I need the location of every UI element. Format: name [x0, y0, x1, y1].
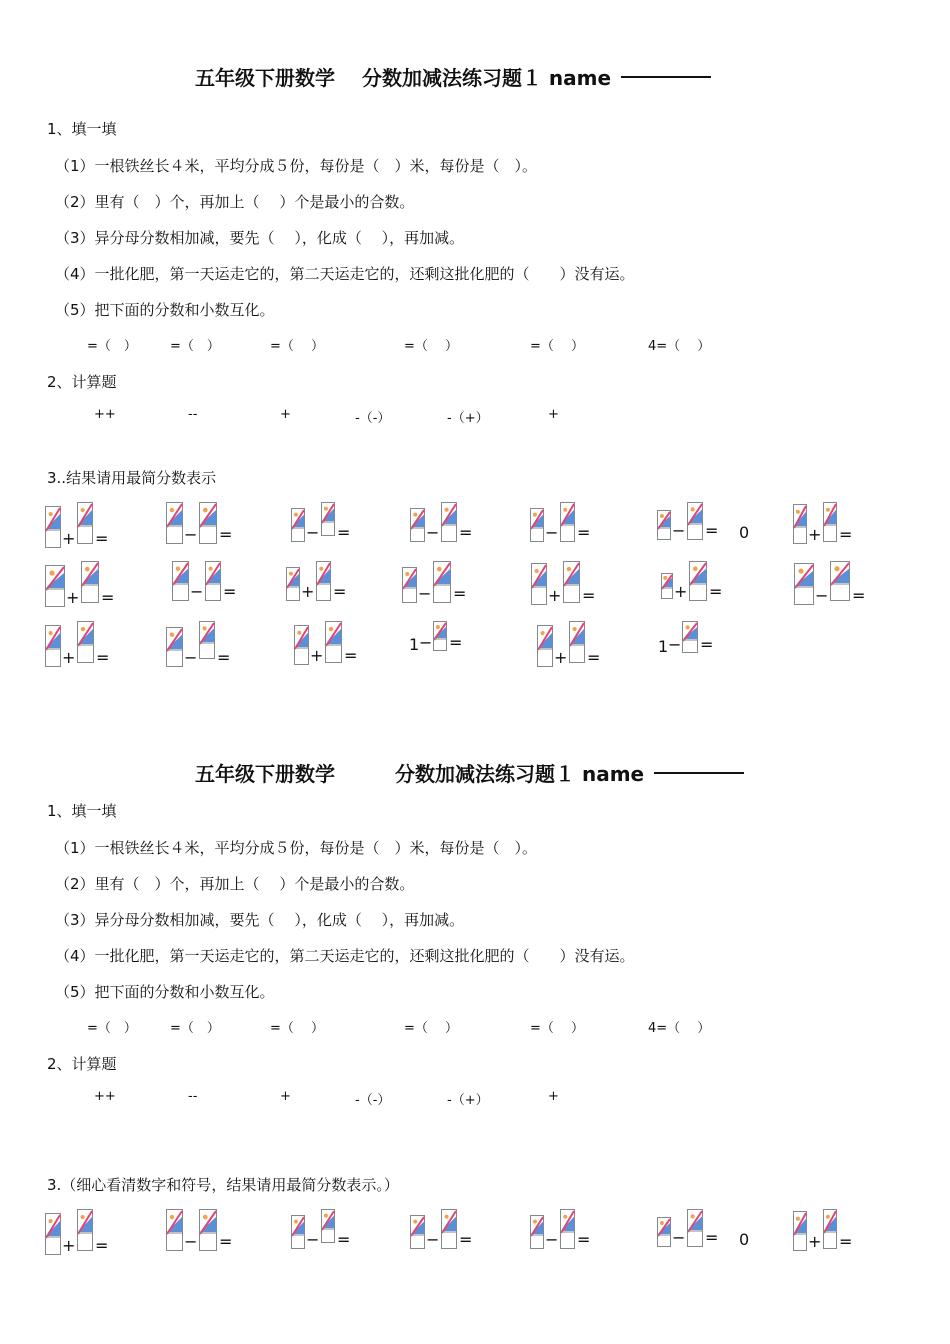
equals-sign: =: [459, 1230, 473, 1249]
minus-sign: −: [672, 521, 686, 540]
calc-op: -（-）: [355, 411, 391, 426]
fraction-image-icon: [294, 625, 309, 665]
conversion-item: =（ ）: [270, 339, 325, 354]
plus-sign: +: [66, 588, 80, 607]
minus-sign: −: [545, 1230, 559, 1249]
conversion-item: =（ ）: [530, 339, 585, 354]
equals-sign: =: [333, 582, 347, 601]
fraction-image-icon: [81, 561, 99, 603]
minus-sign: −: [184, 1232, 198, 1251]
fraction-image-icon: [77, 502, 93, 544]
plus-sign: +: [554, 648, 568, 667]
fraction-image-icon: [687, 1209, 703, 1247]
minus-sign: −: [190, 582, 204, 601]
plus-sign: +: [310, 646, 324, 665]
fraction-image-icon: [560, 1209, 575, 1249]
page-title: 分数加减法练习题１ name: [395, 758, 744, 787]
fraction-image-icon: [794, 563, 814, 605]
fraction-image-icon: [689, 561, 707, 601]
conversion-item: 4=（ ）: [648, 339, 711, 354]
equals-sign: =: [223, 582, 237, 601]
equals-sign: =: [95, 529, 109, 548]
calc-op: -（+）: [447, 1093, 489, 1108]
fraction-image-icon: [321, 1209, 335, 1243]
fraction-image-icon: [661, 573, 673, 599]
plus-sign: +: [62, 529, 76, 548]
minus-sign: −: [815, 586, 829, 605]
plus-sign: +: [62, 648, 76, 667]
fraction-image-icon: [530, 1215, 544, 1249]
fraction-image-icon: [199, 502, 217, 544]
fraction-image-icon: [166, 627, 183, 667]
plus-sign: +: [301, 582, 315, 601]
fraction-image-icon: [682, 621, 698, 653]
calc-heading: 2、计算题: [47, 1055, 117, 1073]
fraction-image-icon: [45, 1213, 61, 1255]
fraction-image-icon: [199, 621, 215, 659]
fraction-image-icon: [205, 561, 221, 601]
calc-op: +: [548, 1089, 559, 1104]
minus-sign: −: [184, 648, 198, 667]
equals-sign: =: [839, 525, 853, 544]
name-blank[interactable]: [621, 76, 711, 78]
equals-sign: =: [344, 646, 358, 665]
calc-op: +: [280, 407, 291, 422]
page-title: 五年级下册数学 分数加减法练习题１ name: [195, 62, 711, 91]
fill-heading: 1、填一填: [47, 802, 117, 820]
plus-sign: +: [548, 586, 562, 605]
question-3: （3）异分母分数相加减，要先（ ），化成（ ），再加减。: [55, 229, 465, 247]
fraction-image-icon: [657, 510, 671, 540]
fraction-image-icon: [823, 502, 837, 542]
name-blank[interactable]: [654, 772, 744, 774]
calc-op: --: [188, 407, 198, 422]
fraction-image-icon: [687, 502, 703, 540]
equals-sign: =: [587, 648, 601, 667]
minus-sign: −: [419, 633, 433, 652]
minus-sign: −: [668, 635, 682, 654]
fraction-image-icon: [199, 1209, 217, 1251]
equals-sign: =: [709, 582, 723, 601]
page-title: 五年级下册数学: [195, 762, 335, 786]
question-2: （2）里有（ ）个，再加上（ ）个是最小的合数。: [55, 875, 415, 893]
equals-sign: =: [337, 523, 351, 542]
equals-sign: =: [219, 1232, 233, 1251]
fraction-image-icon: [657, 1217, 671, 1247]
equals-sign: =: [839, 1232, 853, 1251]
calc-op: ++: [94, 1089, 116, 1104]
calc-op: --: [188, 1089, 198, 1104]
fraction-image-icon: [410, 508, 425, 542]
fraction-image-icon: [45, 625, 61, 667]
minus-sign: −: [306, 523, 320, 542]
simplify-heading: 3..结果请用最简分数表示: [47, 469, 217, 487]
fraction-image-icon: [569, 621, 585, 663]
equals-sign: =: [217, 648, 231, 667]
fraction-image-icon: [321, 502, 335, 536]
fraction-image-icon: [77, 621, 94, 663]
conversion-item: =（ ）: [87, 1021, 137, 1036]
fraction-image-icon: [291, 1215, 305, 1249]
equals-sign: =: [577, 1230, 591, 1249]
plus-sign: +: [808, 525, 822, 544]
fraction-image-icon: [172, 561, 189, 601]
fraction-image-icon: [316, 561, 331, 601]
plus-sign: +: [808, 1232, 822, 1251]
fraction-image-icon: [441, 1209, 457, 1249]
simplify-heading: 3.（细心看清数字和符号，结果请用最简分数表示。）: [47, 1176, 399, 1194]
equals-sign: =: [705, 521, 719, 540]
question-1: （1）一根铁丝长４米，平均分成５份，每份是（ ）米，每份是（ ）。: [55, 157, 538, 175]
number-one: 1: [409, 635, 420, 654]
conversion-item: =（ ）: [404, 1021, 459, 1036]
conversion-item: =（ ）: [170, 1021, 220, 1036]
fraction-image-icon: [166, 502, 183, 544]
fraction-image-icon: [433, 561, 451, 603]
fraction-image-icon: [441, 502, 457, 542]
question-4: （4）一批化肥，第一天运走它的，第二天运走它的，还剩这批化肥的（ ）没有运。: [55, 947, 635, 965]
fraction-image-icon: [402, 567, 417, 603]
equals-sign: =: [577, 523, 591, 542]
equals-sign: =: [453, 584, 467, 603]
minus-sign: −: [672, 1228, 686, 1247]
equals-sign: =: [95, 1236, 109, 1255]
equals-sign: =: [700, 635, 714, 654]
number-zero: 0: [739, 1230, 750, 1249]
conversion-item: =（ ）: [530, 1021, 585, 1036]
fraction-image-icon: [325, 621, 342, 663]
question-5: （5）把下面的分数和小数互化。: [55, 983, 275, 1001]
fraction-image-icon: [793, 1211, 807, 1251]
equals-sign: =: [582, 586, 596, 605]
fraction-image-icon: [410, 1215, 425, 1249]
conversion-item: =（ ）: [87, 339, 137, 354]
minus-sign: −: [306, 1230, 320, 1249]
number-zero: 0: [739, 523, 750, 542]
question-1: （1）一根铁丝长４米，平均分成５份，每份是（ ）米，每份是（ ）。: [55, 839, 538, 857]
equals-sign: =: [852, 586, 866, 605]
fraction-image-icon: [433, 621, 447, 651]
fill-heading: 1、填一填: [47, 120, 117, 138]
calc-op: -（-）: [355, 1093, 391, 1108]
equals-sign: =: [449, 633, 463, 652]
fraction-image-icon: [166, 1209, 183, 1251]
equals-sign: =: [705, 1228, 719, 1247]
minus-sign: −: [184, 525, 198, 544]
fraction-image-icon: [286, 567, 300, 601]
fraction-image-icon: [531, 563, 547, 605]
equals-sign: =: [219, 525, 233, 544]
question-3: （3）异分母分数相加减，要先（ ），化成（ ），再加减。: [55, 911, 465, 929]
fraction-image-icon: [560, 502, 575, 542]
fraction-image-icon: [45, 565, 65, 607]
calc-op: +: [280, 1089, 291, 1104]
equals-sign: =: [337, 1230, 351, 1249]
fraction-image-icon: [77, 1209, 93, 1251]
calc-op: +: [548, 407, 559, 422]
conversion-item: =（ ）: [404, 339, 459, 354]
plus-sign: +: [674, 582, 688, 601]
equals-sign: =: [101, 588, 115, 607]
conversion-item: =（ ）: [170, 339, 220, 354]
conversion-item: =（ ）: [270, 1021, 325, 1036]
equals-sign: =: [96, 648, 110, 667]
fraction-image-icon: [291, 508, 305, 542]
equals-sign: =: [459, 523, 473, 542]
conversion-item: 4=（ ）: [648, 1021, 711, 1036]
fraction-image-icon: [830, 561, 850, 601]
minus-sign: −: [545, 523, 559, 542]
minus-sign: −: [426, 523, 440, 542]
fraction-image-icon: [537, 625, 553, 667]
fraction-image-icon: [45, 506, 61, 548]
fraction-image-icon: [823, 1209, 837, 1249]
fraction-image-icon: [530, 508, 544, 542]
minus-sign: −: [418, 584, 432, 603]
calc-heading: 2、计算题: [47, 373, 117, 391]
question-2: （2）里有（ ）个，再加上（ ）个是最小的合数。: [55, 193, 415, 211]
question-5: （5）把下面的分数和小数互化。: [55, 301, 275, 319]
minus-sign: −: [426, 1230, 440, 1249]
plus-sign: +: [62, 1236, 76, 1255]
number-one: 1: [658, 637, 669, 656]
calc-op: -（+）: [447, 411, 489, 426]
fraction-image-icon: [563, 561, 580, 603]
fraction-image-icon: [793, 504, 807, 544]
question-4: （4）一批化肥，第一天运走它的，第二天运走它的，还剩这批化肥的（ ）没有运。: [55, 265, 635, 283]
calc-op: ++: [94, 407, 116, 422]
